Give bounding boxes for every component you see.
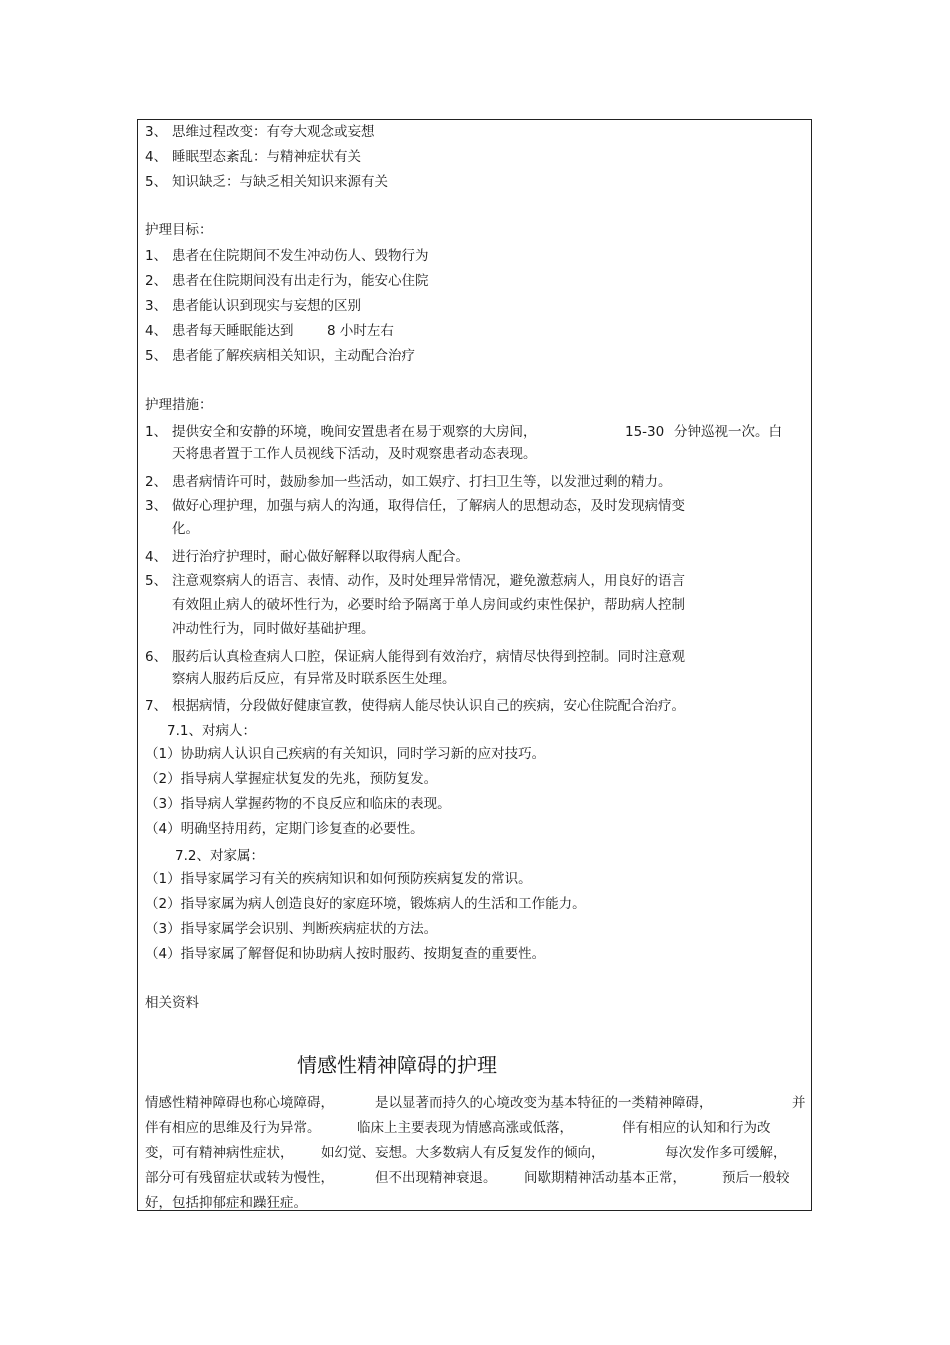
goal-item: 患者每天睡眠能达到 [172,323,294,339]
measure-interval: 15-30 [625,424,665,440]
list-number: 5、 [145,348,168,364]
list-number: 1、 [145,248,168,264]
patient-ed-heading: 7.1、对病人： [167,723,256,739]
measure-item: 分钟巡视一次。白 [674,424,782,440]
measure-item: 提供安全和安静的环境，晚间安置患者在易于观察的大房间， [172,424,537,440]
list-number: 2、 [145,474,168,490]
patient-ed-item: （2）指导病人掌握症状复发的先兆，预防复发。 [145,771,438,787]
article-title: 情感性精神障碍的护理 [297,1053,497,1077]
measure-item: 有效阻止病人的破坏性行为，必要时给予隔离于单人房间或约束性保护，帮助病人控制 [172,597,685,613]
goal-item: 患者能了解疾病相关知识，主动配合治疗 [172,348,415,364]
article-text: 情感性精神障碍也称心境障碍， [145,1095,334,1111]
goal-item: 患者在住院期间不发生冲动伤人、毁物行为 [172,248,429,264]
family-ed-item: （3）指导家属学会识别、判断疾病症状的方法。 [145,921,438,937]
article-text: 预后一般较 [722,1170,790,1186]
list-number: 4、 [145,149,168,165]
article-text: 并 [792,1095,806,1111]
goal-item: 患者在住院期间没有出走行为，能安心住院 [172,273,429,289]
article-text: 是以显著而持久的心境改变为基本特征的一类精神障碍， [375,1095,713,1111]
patient-ed-item: （1）协助病人认识自己疾病的有关知识，同时学习新的应对技巧。 [145,746,546,762]
goal-item: 患者能认识到现实与妄想的区别 [172,298,361,314]
measures-heading: 护理措施： [145,397,213,413]
list-number: 3、 [145,298,168,314]
goal-item-hours: 8 小时左右 [327,323,394,339]
article-text: 伴有相应的思维及行为异常。 [145,1120,321,1136]
related-label: 相关资料 [145,995,199,1011]
measure-item: 天将患者置于工作人员视线下活动，及时观察患者动态表现。 [172,446,537,462]
list-number: 3、 [145,498,168,514]
measure-item: 患者病情许可时，鼓励参加一些活动，如工娱疗、打扫卫生等，以发泄过剩的精力。 [172,474,672,490]
article-text: 临床上主要表现为情感高涨或低落， [357,1120,573,1136]
measure-item: 根据病情，分段做好健康宣教，使得病人能尽快认识自己的疾病，安心住院配合治疗。 [172,698,685,714]
measure-item: 察病人服药后反应，有异常及时联系医生处理。 [172,671,456,687]
patient-ed-item: （3）指导病人掌握药物的不良反应和临床的表现。 [145,796,451,812]
article-text: 间歇期精神活动基本正常， [524,1170,686,1186]
article-text: 伴有相应的认知和行为改 [622,1120,771,1136]
article-text: 如幻觉、妄想。大多数病人有反复发作的倾向， [321,1145,605,1161]
article-text: 但不出现精神衰退。 [375,1170,497,1186]
diagnosis-item: 思维过程改变：有夸大观念或妄想 [172,124,375,140]
list-number: 6、 [145,649,168,665]
family-ed-item: （2）指导家属为病人创造良好的家庭环境，锻炼病人的生活和工作能力。 [145,896,586,912]
measure-item: 冲动性行为，同时做好基础护理。 [172,621,375,637]
family-ed-item: （4）指导家属了解督促和协助病人按时服药、按期复查的重要性。 [145,946,546,962]
list-number: 5、 [145,573,168,589]
list-number: 7、 [145,698,168,714]
measure-item: 做好心理护理，加强与病人的沟通，取得信任，了解病人的思想动态，及时发现病情变 [172,498,685,514]
measure-item: 注意观察病人的语言、表情、动作，及时处理异常情况，避免激惹病人，用良好的语言 [172,573,685,589]
goals-heading: 护理目标： [145,222,213,238]
article-text: 每次发作多可缓解， [665,1145,787,1161]
article-text: 变，可有精神病性症状， [145,1145,294,1161]
diagnosis-item: 睡眠型态紊乱：与精神症状有关 [172,149,361,165]
patient-ed-item: （4）明确坚持用药，定期门诊复查的必要性。 [145,821,424,837]
list-number: 1、 [145,424,168,440]
list-number: 3、 [145,124,168,140]
list-number: 5、 [145,174,168,190]
diagnosis-item: 知识缺乏：与缺乏相关知识来源有关 [172,174,388,190]
article-text: 好，包括抑郁症和躁狂症。 [145,1195,307,1211]
article-text: 部分可有残留症状或转为慢性， [145,1170,334,1186]
family-ed-item: （1）指导家属学习有关的疾病知识和如何预防疾病复发的常识。 [145,871,532,887]
measure-item: 进行治疗护理时，耐心做好解释以取得病人配合。 [172,549,469,565]
family-ed-heading: 7.2、对家属： [175,848,264,864]
list-number: 4、 [145,323,168,339]
measure-item: 化。 [172,521,199,537]
list-number: 2、 [145,273,168,289]
measure-item: 服药后认真检查病人口腔，保证病人能得到有效治疗，病情尽快得到控制。同时注意观 [172,649,685,665]
list-number: 4、 [145,549,168,565]
